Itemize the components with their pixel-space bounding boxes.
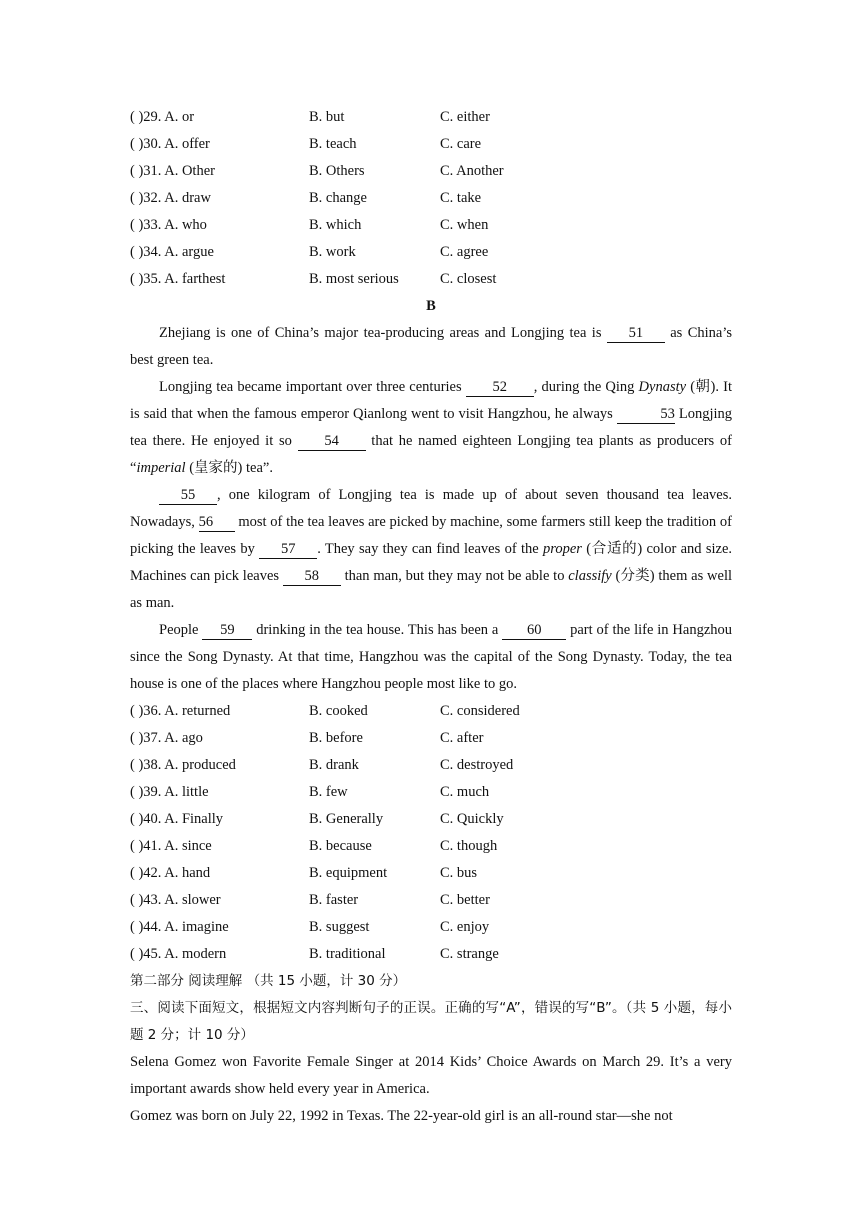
question-row-44 (130, 914, 732, 941)
option-c: C. enjoy (440, 919, 490, 935)
blank-53: 53 (617, 405, 675, 424)
question-row-37 (130, 725, 732, 752)
option-c: C. much (440, 784, 490, 800)
part2-heading: 第二部分 阅读理解 （共 15 小题，计 30 分） (130, 973, 407, 989)
option-c: C. Another (440, 163, 504, 179)
option-b: B. Generally (309, 811, 384, 827)
text: that he named eighteen Longjing tea plants as producers of “ (130, 433, 732, 476)
option-a: ( )43. A. slower (130, 892, 221, 908)
option-c: C. considered (440, 703, 520, 719)
italic-classify: classify (568, 568, 612, 584)
option-a: ( )39. A. little (130, 784, 209, 800)
option-a: ( )44. A. imagine (130, 919, 229, 935)
option-a: ( )35. A. farthest (130, 271, 226, 287)
blank-52: 52 (466, 378, 534, 397)
option-a: ( )31. A. Other (130, 163, 215, 179)
option-c: C. Quickly (440, 811, 504, 827)
text: part of the life in Hangzhou since the Song Dynasty. At that time, Hangzhou was the capital of the Song Dynasty. Today, the tea house is one of the places where Hangzhou people most like to go. (130, 622, 733, 692)
option-c: C. either (440, 109, 490, 125)
option-a: ( )37. A. ago (130, 730, 203, 746)
text: People (159, 622, 203, 638)
question-row-43 (130, 887, 732, 914)
blank-54: 54 (298, 432, 366, 451)
option-b: B. before (309, 730, 363, 746)
question-row-40 (130, 806, 732, 833)
option-b: B. work (309, 244, 356, 260)
option-c: C. when (440, 217, 489, 233)
blank-55: 55 (159, 486, 217, 505)
option-b: B. Others (309, 163, 365, 179)
passage-paragraph-1 (130, 320, 732, 374)
option-a: ( )42. A. hand (130, 865, 211, 881)
text: (分类) them as well as man. (130, 568, 732, 611)
option-b: B. few (309, 784, 348, 800)
question-row-32 (130, 185, 732, 212)
option-c: C. take (440, 190, 482, 206)
question-row-41 (130, 833, 732, 860)
option-c: C. after (440, 730, 484, 746)
question-row-35 (130, 266, 732, 293)
option-a: ( )34. A. argue (130, 244, 214, 260)
question-row-31 (130, 158, 732, 185)
text: Longjing tea became important over three centuries (159, 379, 466, 395)
text: than man, but they may not be able to (340, 568, 569, 584)
question-row-30 (130, 131, 732, 158)
option-a: ( )30. A. offer (130, 136, 210, 152)
blank-59: 59 (202, 621, 252, 640)
part3-instruction: 三、阅读下面短文，根据短文内容判断句子的正误。正确的写“A”，错误的写“B”。（共 5 小题，每小题 2 分；计 10 分） (130, 1000, 732, 1043)
text: drinking in the tea house. This has been a (252, 622, 503, 638)
option-b: B. drank (309, 757, 359, 773)
blank-56: 56 (199, 513, 235, 532)
option-a: ( )29. A. or (130, 109, 195, 125)
option-c: C. though (440, 838, 498, 854)
exam-page (130, 104, 732, 1130)
question-row-38 (130, 752, 732, 779)
question-row-33 (130, 212, 732, 239)
option-a: ( )41. A. since (130, 838, 212, 854)
option-a: ( )40. A. Finally (130, 811, 224, 827)
text: Longjing tea there. He enjoyed it so (130, 406, 733, 449)
option-b: B. which (309, 217, 362, 233)
text: (朝). It is said that when the famous emperor Qianlong went to visit Hangzhou, he always (130, 379, 733, 422)
question-row-36 (130, 698, 732, 725)
option-a: ( )38. A. produced (130, 757, 236, 773)
text: (合适的) color and size. Machines can pick leaves (130, 541, 733, 584)
blank-51: 51 (607, 324, 665, 343)
option-a: ( )36. A. returned (130, 703, 231, 719)
text: as China’s best green tea. (130, 325, 732, 368)
option-b: B. change (309, 190, 367, 206)
option-b: B. cooked (309, 703, 368, 719)
passage-paragraph-4 (130, 617, 732, 698)
text: , during the Qing (533, 379, 639, 395)
options-list-36-45 (130, 698, 732, 968)
question-row-39 (130, 779, 732, 806)
blank-60: 60 (502, 621, 566, 640)
italic-proper: proper (543, 541, 582, 557)
option-c: C. care (440, 136, 482, 152)
question-row-34 (130, 239, 732, 266)
option-c: C. closest (440, 271, 497, 287)
section-b-title: B (426, 298, 436, 314)
question-row-42 (130, 860, 732, 887)
italic-dynasty: Dynasty (638, 379, 687, 395)
option-b: B. because (309, 838, 372, 854)
reading-paragraph-2: Gomez was born on July 22, 1992 in Texas. The 22-year-old girl is an all-round star—she not (130, 1108, 673, 1124)
blank-57: 57 (259, 540, 317, 559)
passage-paragraph-3 (130, 482, 732, 617)
option-c: C. better (440, 892, 490, 908)
option-b: B. teach (309, 136, 357, 152)
option-b: B. equipment (309, 865, 388, 881)
reading-paragraph-1: Selena Gomez won Favorite Female Singer at 2014 Kids’ Choice Awards on March 29. It’s a very important awards show held every year in America. (130, 1054, 732, 1097)
option-b: B. most serious (309, 271, 399, 287)
italic-imperial: imperial (136, 460, 186, 476)
passage-paragraph-2 (130, 374, 732, 482)
option-b: B. suggest (309, 919, 370, 935)
option-c: C. strange (440, 946, 499, 962)
option-b: B. traditional (309, 946, 386, 962)
option-a: ( )33. A. who (130, 217, 207, 233)
option-c: C. destroyed (440, 757, 514, 773)
option-a: ( )32. A. draw (130, 190, 211, 206)
text: Zhejiang is one of China’s major tea-producing areas and Longjing tea is (159, 325, 607, 341)
text: (皇家的) tea”. (185, 460, 273, 476)
text: , one kilogram of Longjing tea is made up of about seven thousand tea leaves. Nowadays, (130, 487, 732, 530)
option-a: ( )45. A. modern (130, 946, 227, 962)
option-b: B. faster (309, 892, 359, 908)
options-list-29-35 (130, 104, 732, 293)
blank-58: 58 (283, 567, 341, 586)
question-row-29 (130, 104, 732, 131)
option-c: C. agree (440, 244, 489, 260)
option-b: B. but (309, 109, 345, 125)
option-c: C. bus (440, 865, 478, 881)
text: most of the tea leaves are picked by machine, some farmers still keep the tradition of picking the leaves by (130, 514, 732, 557)
question-row-45 (130, 941, 732, 968)
text: . They say they can find leaves of the (317, 541, 543, 557)
